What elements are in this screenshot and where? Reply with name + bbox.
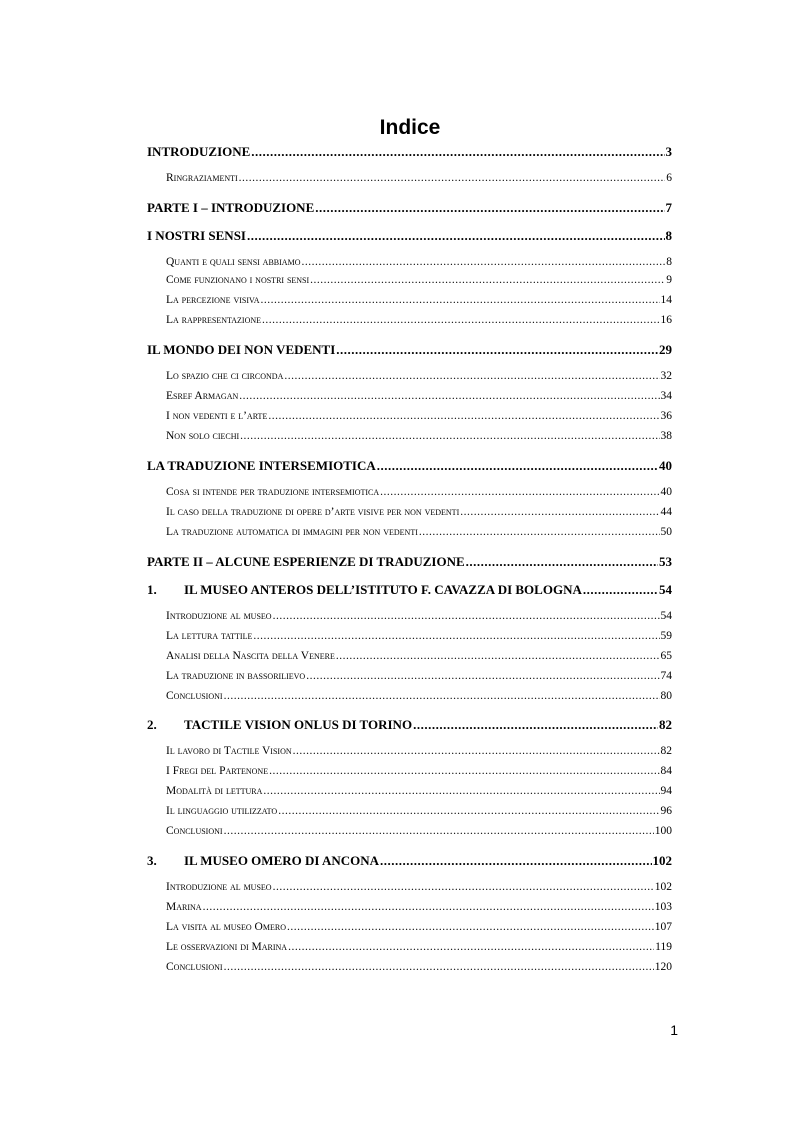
toc-entry[interactable] xyxy=(166,294,672,310)
toc-entry-label xyxy=(166,745,292,757)
dot-leader xyxy=(273,881,654,893)
toc-entry[interactable] xyxy=(166,961,672,977)
toc-entry-number: 1. xyxy=(147,582,157,597)
toc-entry-page: 3 xyxy=(665,144,672,159)
toc-entry-page: 102 xyxy=(652,853,672,868)
dot-leader xyxy=(224,825,654,837)
toc-entry[interactable] xyxy=(166,506,672,522)
toc-entry[interactable] xyxy=(166,256,672,272)
toc-entry-text: La percezione visiva xyxy=(166,294,260,306)
toc-entry-label xyxy=(166,172,238,184)
dot-leader xyxy=(251,144,664,160)
toc-entry-page: 40 xyxy=(660,486,672,498)
toc-entry-label xyxy=(147,200,314,216)
toc-entry-label xyxy=(166,314,261,326)
toc-entry-page: 40 xyxy=(659,458,672,473)
toc-entry[interactable] xyxy=(166,805,672,821)
toc-entry-page: 100 xyxy=(654,825,672,837)
toc-entry[interactable] xyxy=(147,144,672,160)
toc-entry-label xyxy=(166,670,305,682)
toc-entry-page: 8 xyxy=(665,228,672,243)
toc-entry-page: 9 xyxy=(666,274,672,286)
toc-entry-text: Il lavoro di Tactile Vision xyxy=(166,745,292,757)
toc-entry[interactable] xyxy=(166,921,672,937)
toc-entry-text: Analisi della Nascita della Venere xyxy=(166,650,335,662)
dot-leader xyxy=(377,458,658,474)
dot-leader xyxy=(287,921,654,933)
toc-entry-page: 34 xyxy=(660,390,672,402)
dot-leader xyxy=(284,370,659,382)
toc-entry[interactable] xyxy=(147,554,672,570)
toc-entry[interactable] xyxy=(166,650,672,666)
toc-entry-label xyxy=(166,765,268,777)
toc-entry-text: TACTILE VISION ONLUS DI TORINO xyxy=(184,717,413,732)
toc-entry-text: Il linguaggio utilizzato xyxy=(166,805,278,817)
toc-entry-label xyxy=(166,825,223,837)
toc-entry-page: 103 xyxy=(654,901,672,913)
toc-entry-label xyxy=(166,650,335,662)
toc-entry-label xyxy=(166,630,252,642)
toc-entry-page: 36 xyxy=(660,410,672,422)
page-number: 1 xyxy=(670,1022,678,1038)
dot-leader xyxy=(224,961,654,973)
toc-entry-text: Le osservazioni di Marina xyxy=(166,941,288,953)
dot-leader xyxy=(315,200,664,216)
dot-leader xyxy=(288,941,654,953)
dot-leader xyxy=(247,228,665,244)
toc-entry-text: Marina xyxy=(166,901,202,913)
toc-entry-label xyxy=(147,228,246,244)
dot-leader xyxy=(224,690,660,702)
toc-entry-text: Modalità di lettura xyxy=(166,785,263,797)
toc-entry-page: 54 xyxy=(659,582,672,597)
toc-entry-label xyxy=(166,610,272,622)
toc-entry-text: Come funzionano i nostri sensi xyxy=(166,274,310,286)
toc-entry[interactable] xyxy=(166,785,672,801)
toc-entry-page: 54 xyxy=(660,610,672,622)
toc-entry-page: 96 xyxy=(660,805,672,817)
toc-entry-label xyxy=(147,342,335,358)
toc-entry-label xyxy=(166,961,223,973)
toc-entry[interactable] xyxy=(147,582,672,598)
toc-entry-label xyxy=(147,144,250,160)
toc-entry-label xyxy=(166,921,286,933)
toc-entry-text: Il caso della traduzione di opere d’arte visive per non vedenti xyxy=(166,506,460,518)
dot-leader xyxy=(380,853,651,869)
toc-entry-label xyxy=(147,717,412,733)
dot-leader xyxy=(466,554,658,570)
toc-entry-text: La visita al museo Omero xyxy=(166,921,286,933)
toc-entry-page: 16 xyxy=(660,314,672,326)
toc-entry-text: Ringraziamenti xyxy=(166,172,238,184)
toc-entry-number: 3. xyxy=(147,853,157,868)
toc-entry-page: 84 xyxy=(660,765,672,777)
toc-entry[interactable] xyxy=(166,410,672,426)
toc-entry-label xyxy=(166,526,418,538)
toc-entry-label xyxy=(147,458,376,474)
page-title: Indice xyxy=(379,116,441,140)
toc-entry[interactable] xyxy=(147,200,672,216)
dot-leader xyxy=(301,256,665,268)
toc-entry[interactable] xyxy=(166,745,672,761)
toc-entry-label xyxy=(166,785,262,797)
toc-entry-text: PARTE II – ALCUNE ESPERIENZE DI TRADUZIONE xyxy=(147,554,465,569)
toc-entry-text: Introduzione al museo xyxy=(166,610,272,622)
toc-entry-label xyxy=(166,506,459,518)
toc-entry[interactable] xyxy=(166,825,672,841)
toc-entry-page: 32 xyxy=(660,370,672,382)
dot-leader xyxy=(310,274,665,286)
dot-leader xyxy=(203,901,654,913)
toc-entry-page: 74 xyxy=(660,670,672,682)
toc-entry-page: 8 xyxy=(666,256,672,268)
toc-entry-text: I non vedenti e l’arte xyxy=(166,410,268,422)
dot-leader xyxy=(269,765,659,777)
toc-entry-label xyxy=(166,370,283,382)
toc-entry-text: La traduzione automatica di immagini per non vedenti xyxy=(166,526,418,538)
dot-leader xyxy=(253,630,659,642)
dot-leader xyxy=(583,582,658,598)
toc-entry-text: PARTE I – INTRODUZIONE xyxy=(147,200,315,215)
toc-entry-label xyxy=(166,805,277,817)
toc-entry-page: 82 xyxy=(660,745,672,757)
toc-entry-text: IL MUSEO ANTEROS DELL’ISTITUTO F. CAVAZZA DI BOLOGNA xyxy=(184,582,582,597)
toc-entry-text: Non solo ciechi xyxy=(166,430,240,442)
toc-entry-page: 53 xyxy=(659,554,672,569)
toc-entry-page: 7 xyxy=(665,200,672,215)
toc-entry[interactable] xyxy=(166,690,672,706)
toc-entry-text: Conclusioni xyxy=(166,690,223,702)
toc-entry-page: 82 xyxy=(659,717,672,732)
dot-leader xyxy=(239,172,666,184)
toc-entry[interactable] xyxy=(166,610,672,626)
dot-leader xyxy=(380,486,659,498)
toc-entry-page: 80 xyxy=(660,690,672,702)
dot-leader xyxy=(262,314,659,326)
toc-entry[interactable] xyxy=(147,342,672,358)
toc-entry-page: 120 xyxy=(654,961,672,973)
toc-entry[interactable] xyxy=(166,630,672,646)
toc-entry-number: 2. xyxy=(147,717,157,732)
dot-leader xyxy=(263,785,659,797)
toc-entry[interactable] xyxy=(166,901,672,917)
toc-entry-page: 65 xyxy=(660,650,672,662)
toc-entry-page: 38 xyxy=(660,430,672,442)
dot-leader xyxy=(240,430,659,442)
toc-entry[interactable] xyxy=(166,370,672,386)
toc-entry-label xyxy=(166,256,300,268)
toc-entry-text: Conclusioni xyxy=(166,825,223,837)
toc-entry-text: I NOSTRI SENSI xyxy=(147,228,246,243)
toc-entry-text: IL MONDO DEI NON VEDENTI xyxy=(147,342,336,357)
dot-leader xyxy=(336,650,660,662)
dot-leader xyxy=(306,670,659,682)
toc-entry[interactable] xyxy=(147,228,672,244)
toc-entry-page: 6 xyxy=(666,172,672,184)
toc-entry-page: 29 xyxy=(659,342,672,357)
toc-entry-text: La traduzione in bassorilievo xyxy=(166,670,306,682)
dot-leader xyxy=(268,410,659,422)
toc-entry-text: LA TRADUZIONE INTERSEMIOTICA xyxy=(147,458,376,473)
dot-leader xyxy=(273,610,660,622)
toc-entry-page: 50 xyxy=(660,526,672,538)
toc-entry-page: 107 xyxy=(654,921,672,933)
toc-entry-text: Esref Armagan xyxy=(166,390,239,402)
toc-entry[interactable] xyxy=(147,717,672,733)
toc-entry-label xyxy=(166,294,260,306)
toc-entry-page: 44 xyxy=(660,506,672,518)
toc-entry-label xyxy=(166,881,272,893)
toc-entry-text: IL MUSEO OMERO DI ANCONA xyxy=(184,853,380,868)
toc-entry-text: Lo spazio che ci circonda xyxy=(166,370,284,382)
toc-entry-label xyxy=(166,941,287,953)
toc-entry-text: Conclusioni xyxy=(166,961,223,973)
toc-entry-label xyxy=(166,901,202,913)
toc-entry[interactable] xyxy=(166,765,672,781)
toc-entry-page: 94 xyxy=(660,785,672,797)
dot-leader xyxy=(261,294,660,306)
toc-entry-text: I Fregi del Partenone xyxy=(166,765,269,777)
toc-entry-page: 14 xyxy=(660,294,672,306)
toc-entry[interactable] xyxy=(166,314,672,330)
dot-leader xyxy=(239,390,659,402)
toc-entry[interactable] xyxy=(147,853,672,869)
toc-entry[interactable] xyxy=(166,390,672,406)
dot-leader xyxy=(413,717,658,733)
toc-entry-label xyxy=(166,390,238,402)
toc-entry-label xyxy=(147,853,379,869)
toc-entry-label xyxy=(166,274,309,286)
toc-entry[interactable] xyxy=(147,458,672,474)
toc-entry-label xyxy=(166,410,267,422)
toc-entry-label xyxy=(166,486,379,498)
toc-entry[interactable] xyxy=(166,486,672,502)
toc-entry-text: Quanti e quali sensi abbiamo xyxy=(166,256,301,268)
dot-leader xyxy=(336,342,658,358)
toc-entry-text: La lettura tattile xyxy=(166,630,253,642)
toc-entry-text: INTRODUZIONE xyxy=(147,144,251,159)
toc-entry[interactable] xyxy=(166,172,672,188)
toc-entry-label xyxy=(147,554,465,570)
dot-leader xyxy=(419,526,660,538)
toc-entry-text: Cosa si intende per traduzione intersemiotica xyxy=(166,486,380,498)
toc-entry[interactable] xyxy=(166,430,672,446)
toc-entry[interactable] xyxy=(166,881,672,897)
toc-entry-page: 59 xyxy=(660,630,672,642)
toc-entry-page: 119 xyxy=(655,941,672,953)
toc-entry-text: La rappresentazione xyxy=(166,314,262,326)
toc-entry[interactable] xyxy=(166,670,672,686)
toc-entry-label xyxy=(166,430,239,442)
toc-entry[interactable] xyxy=(166,941,672,957)
toc-entry[interactable] xyxy=(166,526,672,542)
dot-leader xyxy=(278,805,659,817)
toc-entry-text: Introduzione al museo xyxy=(166,881,272,893)
toc-entry-page: 102 xyxy=(654,881,672,893)
dot-leader xyxy=(293,745,660,757)
toc-entry-label xyxy=(166,690,223,702)
toc-entry-label xyxy=(147,582,582,598)
dot-leader xyxy=(460,506,659,518)
toc-entry[interactable] xyxy=(166,274,672,290)
